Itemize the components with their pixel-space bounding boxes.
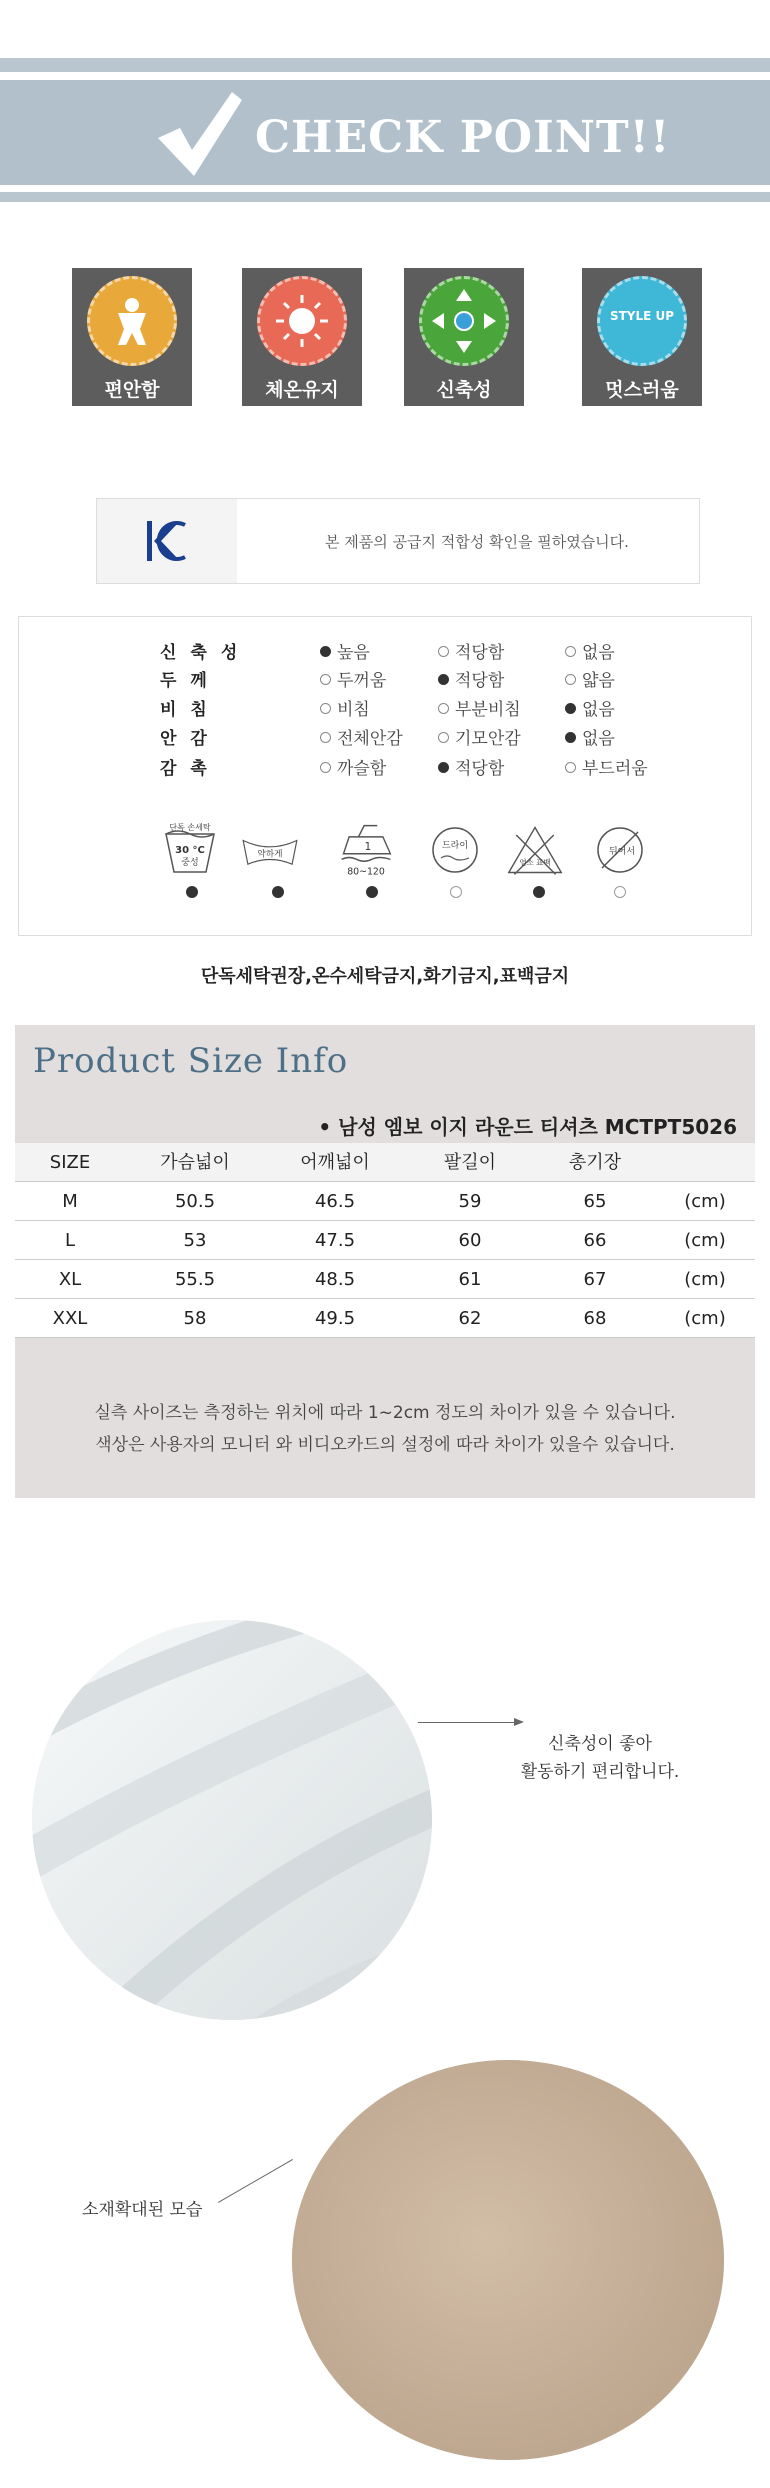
property-option xyxy=(565,666,615,691)
svg-text:뒤어서: 뒤어서 xyxy=(608,847,636,857)
iron-icon xyxy=(336,820,396,880)
size-table-cell: (cm) xyxy=(684,1230,726,1251)
property-option xyxy=(565,695,615,720)
property-option-label: 기모안감 xyxy=(455,729,521,749)
tumble-dry-icon xyxy=(590,820,650,880)
svg-text:약하게: 약하게 xyxy=(257,849,283,860)
svg-text:30 °C: 30 °C xyxy=(175,845,205,856)
feature-stretch xyxy=(404,268,524,406)
row-divider xyxy=(15,1337,755,1338)
property-name: 비침 xyxy=(160,700,221,720)
feature-style xyxy=(582,268,702,406)
banner-top-stripe xyxy=(0,58,770,72)
size-table-cell: 48.5 xyxy=(314,1269,356,1290)
property-name: 신축성 xyxy=(160,643,252,663)
property-option-label: 없음 xyxy=(582,729,615,749)
dry-clean-icon xyxy=(425,820,485,880)
size-table-cell: 58 xyxy=(183,1308,207,1329)
size-table-cell: 61 xyxy=(458,1269,482,1290)
size-table-row xyxy=(15,1299,755,1338)
property-row xyxy=(0,695,734,723)
property-row xyxy=(0,724,734,752)
property-option-label: 없음 xyxy=(582,700,615,720)
size-table-cell: L xyxy=(64,1230,76,1251)
size-table-cell: 49.5 xyxy=(314,1308,356,1329)
feature-comfort xyxy=(72,268,192,406)
feature-label-style: 멋스러움 xyxy=(605,379,679,401)
care-indicator-dot xyxy=(450,886,462,898)
gentle-wash-icon xyxy=(240,820,300,880)
unselected-dot-icon xyxy=(320,762,331,773)
property-option xyxy=(320,638,370,663)
size-table-header-cell: 팔길이 xyxy=(443,1152,497,1173)
care-indicator-dot xyxy=(533,886,545,898)
svg-text:중성: 중성 xyxy=(181,858,199,868)
property-option xyxy=(565,754,648,779)
property-option xyxy=(565,724,615,749)
property-option xyxy=(438,724,521,749)
svg-text:드라이: 드라이 xyxy=(441,841,469,851)
banner-bottom-stripe xyxy=(0,192,770,202)
svg-text:80~120: 80~120 xyxy=(347,866,385,878)
size-notes xyxy=(15,1397,755,1461)
property-name: 두께 xyxy=(160,671,221,691)
size-table-cell: (cm) xyxy=(684,1308,726,1329)
size-table-cell: M xyxy=(62,1191,78,1212)
feature-label-stretch: 신축성 xyxy=(436,379,492,401)
style-up-badge-text: STYLE UP xyxy=(609,309,675,323)
selected-dot-icon xyxy=(565,703,576,714)
fabric-detail-1 xyxy=(480,1730,720,1786)
kc-certification-box xyxy=(96,498,700,584)
size-table-cell: XL xyxy=(58,1269,82,1290)
care-indicator-dot xyxy=(614,886,626,898)
unselected-dot-icon xyxy=(565,646,576,657)
property-option xyxy=(320,724,403,749)
unselected-dot-icon xyxy=(438,703,449,714)
selected-dot-icon xyxy=(438,674,449,685)
size-table-cell: 60 xyxy=(458,1230,482,1251)
selected-dot-icon xyxy=(320,646,331,657)
care-indicator-dot xyxy=(186,886,198,898)
kc-mark-icon xyxy=(145,517,189,565)
size-table-row xyxy=(15,1182,755,1221)
svg-text:단독 손세탁: 단독 손세탁 xyxy=(169,823,211,832)
size-table-header-cell xyxy=(655,1143,755,1182)
fabric-detail-1-line1: 신축성이 좋아 xyxy=(548,1734,652,1754)
size-table-cell: 46.5 xyxy=(314,1191,356,1212)
feature-label-warmth: 체온유지 xyxy=(265,379,339,401)
size-table-cell: 62 xyxy=(458,1308,482,1329)
fabric-detail-1-line2: 활동하기 편리합니다. xyxy=(520,1762,680,1782)
property-option xyxy=(565,638,615,663)
property-name: 감촉 xyxy=(160,759,221,779)
sun-temperature-icon xyxy=(257,276,347,366)
property-option-label: 적당함 xyxy=(455,759,505,779)
feature-warmth xyxy=(242,268,362,406)
unselected-dot-icon xyxy=(438,732,449,743)
unselected-dot-icon xyxy=(565,762,576,773)
svg-text:염소 표백: 염소 표백 xyxy=(519,858,551,867)
size-table-cell: 50.5 xyxy=(174,1191,216,1212)
style-up-icon xyxy=(597,276,687,366)
product-name: • 남성 엠보 이지 라운드 티셔츠 MCTPT5026 xyxy=(318,1115,737,1139)
property-option xyxy=(438,666,504,691)
property-row xyxy=(0,754,734,782)
size-table-cell: 59 xyxy=(458,1191,482,1212)
property-option-label: 두꺼움 xyxy=(337,671,387,691)
selected-dot-icon xyxy=(438,762,449,773)
fabric-detail-2: 소재확대된 모습 xyxy=(82,2200,203,2220)
size-table-cell: (cm) xyxy=(684,1269,726,1290)
size-table-header-cell: SIZE xyxy=(49,1152,91,1173)
property-option-label: 전체안감 xyxy=(337,729,403,749)
size-note-1: 실측 사이즈는 측정하는 위치에 따라 1~2cm 정도의 차이가 있을 수 있습니다. xyxy=(94,1403,676,1423)
property-option xyxy=(320,695,370,720)
size-table-cell: XXL xyxy=(52,1308,88,1329)
size-table-cell: 47.5 xyxy=(314,1230,356,1251)
size-table-header-cell: 가슴넓이 xyxy=(160,1152,230,1173)
property-option-label: 높음 xyxy=(337,643,370,663)
property-option-label: 비침 xyxy=(337,700,370,720)
property-option xyxy=(438,638,504,663)
banner-title: CHECK POINT!! xyxy=(255,112,671,163)
size-table-cell: 53 xyxy=(183,1230,207,1251)
size-table-cell: (cm) xyxy=(684,1191,726,1212)
property-row xyxy=(0,666,734,694)
property-option xyxy=(438,695,521,720)
size-table-row xyxy=(15,1221,755,1260)
unselected-dot-icon xyxy=(320,732,331,743)
unselected-dot-icon xyxy=(320,674,331,685)
care-indicator-dot xyxy=(272,886,284,898)
fabric-closeup-beige xyxy=(292,2060,724,2460)
property-option-label: 부분비침 xyxy=(455,700,521,720)
size-table-cell: 67 xyxy=(583,1269,607,1290)
kc-text: 본 제품의 공급지 적합성 확인을 필하였습니다. xyxy=(325,533,629,551)
arrow-head-icon xyxy=(514,1718,524,1726)
property-option-label: 적당함 xyxy=(455,671,505,691)
property-option-label: 얇음 xyxy=(582,671,615,691)
person-comfort-icon xyxy=(87,276,177,366)
size-info-panel xyxy=(15,1025,755,1498)
stretch-arrows-icon xyxy=(419,276,509,366)
fabric-closeup-white xyxy=(32,1620,432,2020)
size-table-cell: 55.5 xyxy=(174,1269,216,1290)
size-table-cell: 68 xyxy=(583,1308,607,1329)
selected-dot-icon xyxy=(565,732,576,743)
size-table-cell: 66 xyxy=(583,1230,607,1251)
size-table-header-cell: 어깨넓이 xyxy=(300,1152,370,1173)
property-option xyxy=(438,754,504,779)
property-row xyxy=(0,638,734,666)
size-table-row xyxy=(15,1260,755,1299)
hand-wash-icon xyxy=(160,820,220,880)
size-table-header xyxy=(15,1143,755,1182)
no-bleach-icon xyxy=(505,820,565,880)
size-table xyxy=(15,1143,755,1338)
size-note-2: 색상은 사용자의 모니터 와 비디오카드의 설정에 따라 차이가 있을수 있습니다. xyxy=(95,1435,675,1455)
svg-text:1: 1 xyxy=(364,841,372,853)
feature-label-comfort: 편안함 xyxy=(104,379,160,401)
kc-logo-panel xyxy=(97,499,237,583)
unselected-dot-icon xyxy=(438,646,449,657)
property-option-label: 적당함 xyxy=(455,643,505,663)
pointer-line-1 xyxy=(418,1722,518,1723)
checkmark-icon xyxy=(150,86,245,181)
size-table-header-cell: 총기장 xyxy=(568,1152,622,1173)
property-option-label: 까슬함 xyxy=(337,759,387,779)
property-option-label: 없음 xyxy=(582,643,615,663)
size-info-title: Product Size Info xyxy=(33,1041,349,1081)
property-option xyxy=(320,666,386,691)
size-table-cell: 65 xyxy=(583,1191,607,1212)
care-indicator-dot xyxy=(366,886,378,898)
property-option-label: 부드러움 xyxy=(582,759,648,779)
unselected-dot-icon xyxy=(565,674,576,685)
wash-instructions: 단독세탁권장,온수세탁금지,화기금지,표백금지 xyxy=(200,966,570,987)
property-option xyxy=(320,754,386,779)
property-name: 안감 xyxy=(160,729,221,749)
unselected-dot-icon xyxy=(320,703,331,714)
